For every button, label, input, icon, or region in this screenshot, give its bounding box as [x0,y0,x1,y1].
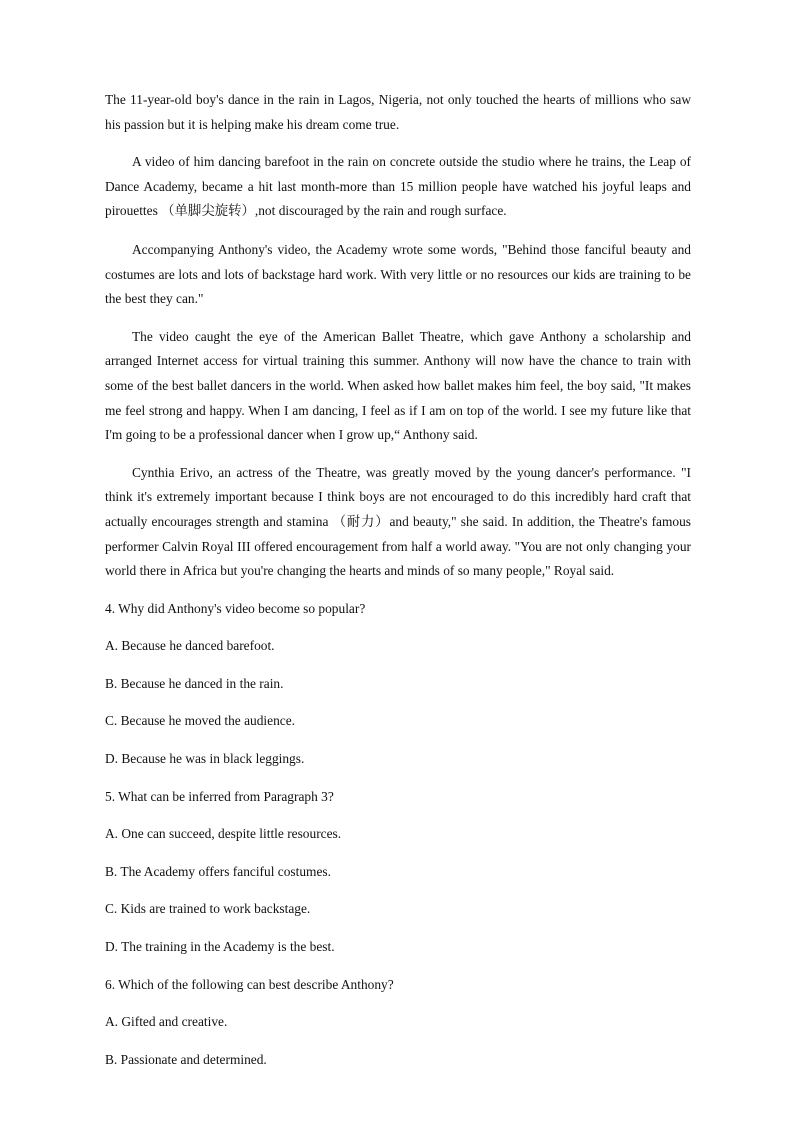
question-5-option-c: C. Kids are trained to work backstage. [105,901,311,917]
document-page [105,88,691,1085]
passage-paragraph-4: The video caught the eye of the American Ballet Theatre, which gave Anthony a scholarship and arranged Internet access for virtual training this summer. Anthony will now have the chance to train with some of the best ballet dancers in the world. When asked how ballet makes him feel, the boy said, "It makes me feel strong and happy. When I am dancing, I feel as if I am on top of the world. I see my future like that I'm going to be a professional dancer when I grow up,“ Anthony said. [105,328,691,443]
question-6-option-b: B. Passionate and determined. [105,1051,267,1067]
passage-paragraph-3: Accompanying Anthony's video, the Academy wrote some words, "Behind those fanciful beauty and costumes are lots and lots of backstage hard work. With very little or no resources our kids are training to be the best they can." [105,241,691,307]
question-4-stem: 4. Why did Anthony's video become so popular? [105,600,366,616]
question-5-option-d: D. The training in the Academy is the best. [105,939,335,955]
question-5-option-a: A. One can succeed, despite little resources. [105,826,342,842]
question-6-stem: 6. Which of the following can best describe Anthony? [105,976,394,992]
passage-paragraph-1: The 11-year-old boy's dance in the rain in Lagos, Nigeria, not only touched the hearts of millions who saw his passion but it is helping make his dream come true. [105,92,691,132]
question-4-option-a: A. Because he danced barefoot. [105,638,275,654]
passage-paragraph-5: Cynthia Erivo, an actress of the Theatre, was greatly moved by the young dancer's performance. "I think it's extremely important because I think boys are not encouraged to do this incredibly hard craft that actually encourages strength and stamina （耐力）and beauty," she said. In addition, the Theatre's famous performer Calvin Royal III offered encouragement from half a world away. "You are not only changing your world there in Africa but you're changing the hearts and minds of so many people," Royal said. [105,464,691,579]
question-5-option-b: B. The Academy offers fanciful costumes. [105,863,331,879]
question-4-option-d: D. Because he was in black leggings. [105,751,305,767]
question-6-option-a: A. Gifted and creative. [105,1014,228,1030]
question-5-stem: 5. What can be inferred from Paragraph 3? [105,788,334,804]
question-4-option-b: B. Because he danced in the rain. [105,675,284,691]
question-4-option-c: C. Because he moved the audience. [105,713,295,729]
passage-paragraph-2: A video of him dancing barefoot in the rain on concrete outside the studio where he trains, the Leap of Dance Academy, became a hit last month-more than 15 million people have watched his joyful leaps and pirouettes （单脚尖旋转）,not discouraged by the rain and rough surface. [105,154,691,219]
